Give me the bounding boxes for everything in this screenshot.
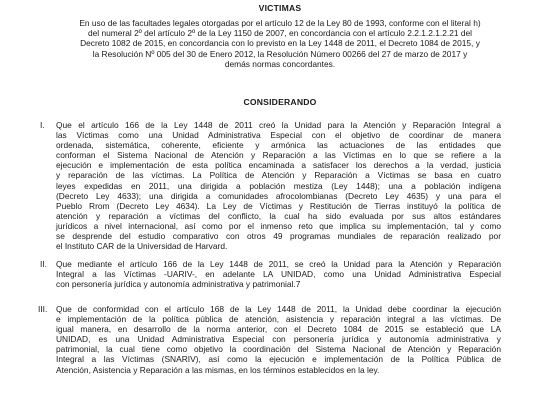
- paragraph-line: Que mediante el artículo 166 de la Ley 1448 de 2011, se creó la Unidad para la Atención y Reparación: [56, 259, 501, 269]
- paragraph-line: Integral a las Víctimas (SNARIV), así como la ejecución e implementación de la Política Pública de: [56, 354, 501, 365]
- paragraph-line: y reparación de las víctimas. La Política de Atención y Reparación a Víctimas se basa en cuatro: [56, 170, 501, 181]
- paragraph-line: Que el artículo 166 de la Ley 1448 de 2011 creó la Unidad para la Atención y Reparación Integral a: [56, 120, 501, 130]
- paragraph-2: [56, 259, 501, 289]
- section-heading-victimas: VICTIMAS: [258, 3, 302, 13]
- preamble-line: demás normas concordantes.: [224, 58, 336, 69]
- paragraph-line: UNIDAD, es una Unidad Administrativa Especial con personería jurídica y autonomía administrativa y: [56, 334, 501, 345]
- preamble-line: En uso de las facultades legales otorgadas por el artículo 12 de la Ley 80 de 1993, conforme con el literal h): [79, 18, 481, 28]
- paragraph-line: Atención, Asistencia y Reparación a las mismas, en los términos establecidos en la ley.: [56, 364, 380, 375]
- paragraph-line: leyes expedidas en 2011, una dirigida a población mestiza (Ley 1448); una a población indígena: [56, 180, 501, 191]
- section-heading-considerando: CONSIDERANDO: [243, 97, 317, 107]
- paragraph-line: conforman el Sistema Nacional de Atención y Reparación a las Víctimas en lo que se refiere a la: [56, 150, 501, 161]
- paragraph-line: igual manera, en desarrollo de la norma anterior, con el Decreto 1084 de 2015 se estableció que LA: [56, 324, 501, 335]
- paragraph-line: Pueblo Rrom (Decreto Ley 4634). La Ley de Víctimas y Restitución de Tierras instituyó la política de: [56, 200, 501, 211]
- paragraph-line: jurídicos a nivel internacional, así como por el inmenso reto que implica su implementación, tal y como: [56, 220, 501, 231]
- paragraph-numeral: III.: [38, 304, 48, 314]
- paragraph-line: el Instituto CAR de la Universidad de Harvard.: [56, 241, 228, 252]
- paragraph-3: [56, 304, 501, 375]
- paragraph-numeral: I.: [40, 120, 45, 130]
- paragraph-line: con personería jurídica y autonomía administrativa y patrimonial.7: [56, 279, 301, 290]
- paragraph-line: atención y reparación a víctimas del conflicto, la cual ha sido evaluada por sus altos estándares: [56, 210, 501, 221]
- paragraph-line: patrimonial, la cual tiene como objetivo la coordinación del Sistema Nacional de Atención y Reparación: [56, 344, 501, 355]
- paragraph-numeral: II.: [40, 259, 47, 269]
- paragraph-line: ejecución e implementación de esta política encaminada a satisfacer los derechos a la verdad, justicia: [56, 160, 501, 171]
- paragraph-line: (Decreto Ley 4633); una dirigida a comunidades afrocolombianas (Decreto Ley 4635) y una para el: [56, 190, 501, 201]
- preamble: [60, 18, 500, 69]
- preamble-line: Decreto 1082 de 2015, en concordancia con lo previsto en la Ley 1448 de 2011, el Decreto 1084 de 2015, y: [80, 38, 480, 49]
- paragraph-line: Que de conformidad con el artículo 168 de la Ley 1448 de 2011, la Unidad debe coordinar la ejecución: [56, 304, 501, 314]
- paragraph-1: [56, 120, 501, 251]
- preamble-line: del numeral 2º del artículo 2º de la Ley 1150 de 2007, en concordancia con el artículo 2.2.1.2.1.2.21 del: [87, 28, 473, 39]
- paragraph-line: se desprende del estudio comparativo con otros 49 programas mundiales de reparación realizado por: [56, 231, 501, 242]
- paragraph-line: e implementación de la política pública de atención, asistencia y reparación integral a las víctimas. De: [56, 314, 501, 325]
- paragraph-line: Integral a las Víctimas -UARIV-, en adelante LA UNIDAD, como una Unidad Administrativa Especial: [56, 269, 501, 280]
- paragraph-line: las Víctimas como una Unidad Administrativa Especial con el objetivo de coordinar de manera: [56, 130, 501, 141]
- preamble-line: la Resolución Nº 005 del 30 de Enero 2012, la Resolución Número 00266 del 27 de marzo de 2017 y: [92, 48, 468, 59]
- paragraph-line: ordenada, sistemática, coherente, eficiente y armónica las actuaciones de las entidades que: [56, 140, 501, 151]
